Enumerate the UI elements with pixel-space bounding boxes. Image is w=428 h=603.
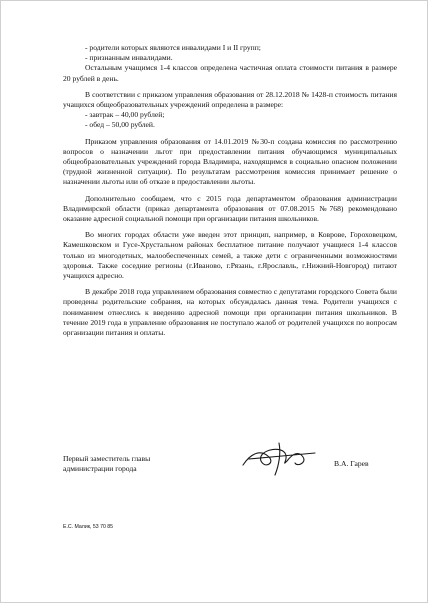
paragraph-meetings: В декабре 2018 года управлением образования совместно с депутатами городского Совета были проведены родительские собрания, на которых обсуждалась данная тема. Родители учащихся с пониманием отнеслись к введению адресной помощи при организации питания школьников. В течение 2019 года в управление образования не поступало жалоб от родителей учащихся по вопросам организации питания и оплаты.: [63, 287, 397, 338]
paragraph-department: Дополнительно сообщаем, что с 2015 года департаментом образования администрации Владимирской области (приказ департамента образования от 07.08.2015 №768) рекомендовано оказание адресной социальной помощи при организации питания школьников.: [63, 193, 397, 224]
executor-contact: Е.С. Малик, 53 70 85: [63, 524, 114, 530]
signatory-title: [63, 454, 150, 474]
list-item: - родители которых являются инвалидами I и II групп;: [85, 43, 261, 52]
list-item: - признанным инвалидами.: [85, 53, 173, 63]
price-item: - обед – 50,00 рублей.: [85, 120, 155, 130]
handwritten-signature: [239, 439, 319, 479]
paragraph-cities: Во многих городах области уже введен этот принцип, например, в Коврове, Гороховецком, Камешковском и Гусе-Хрустальном районах бесплатное питание получают учащиеся 1-4 классов только из многодетных, малообеспеченных семей, а также дети с ограниченными возможностями здоровья. Также соседние регионы (г.Иваново, г.Рязань, г.Ярославль, г.Нижний-Новгород) питают учащихся адресно.: [63, 230, 397, 281]
price-item: - завтрак – 40,00 рублей;: [85, 110, 165, 120]
paragraph-commission: Приказом управления образования от 14.01.2019 №30-п создана комиссия по рассмотрению вопросов о назначении льгот при предоставлении питания обучающимся муниципальных общеобразовательных учреждений города Владимира, находящимся в социально опасном положении (трудной жизненной ситуации). По результатам рассмотрения комиссия принимает решение о назначении льготы или об отказе в предоставлении льготы.: [63, 136, 397, 187]
signatory-name: В.А. Гарев: [334, 459, 369, 468]
signatory-title-line: администрации города: [63, 464, 137, 474]
paragraph-partial-payment: Остальным учащимся 1-4 классов определена частичная оплата стоимости питания в размере 20 рублей в день.: [63, 63, 397, 83]
letter-body: [63, 43, 397, 338]
paragraph-order: В соответствии с приказом управления образования от 28.12.2018 № 1428-п стоимость питания учащихся общеобразовательных учреждений определена в размере:: [63, 89, 397, 110]
signatory-title-line: Первый заместитель главы: [63, 454, 151, 463]
